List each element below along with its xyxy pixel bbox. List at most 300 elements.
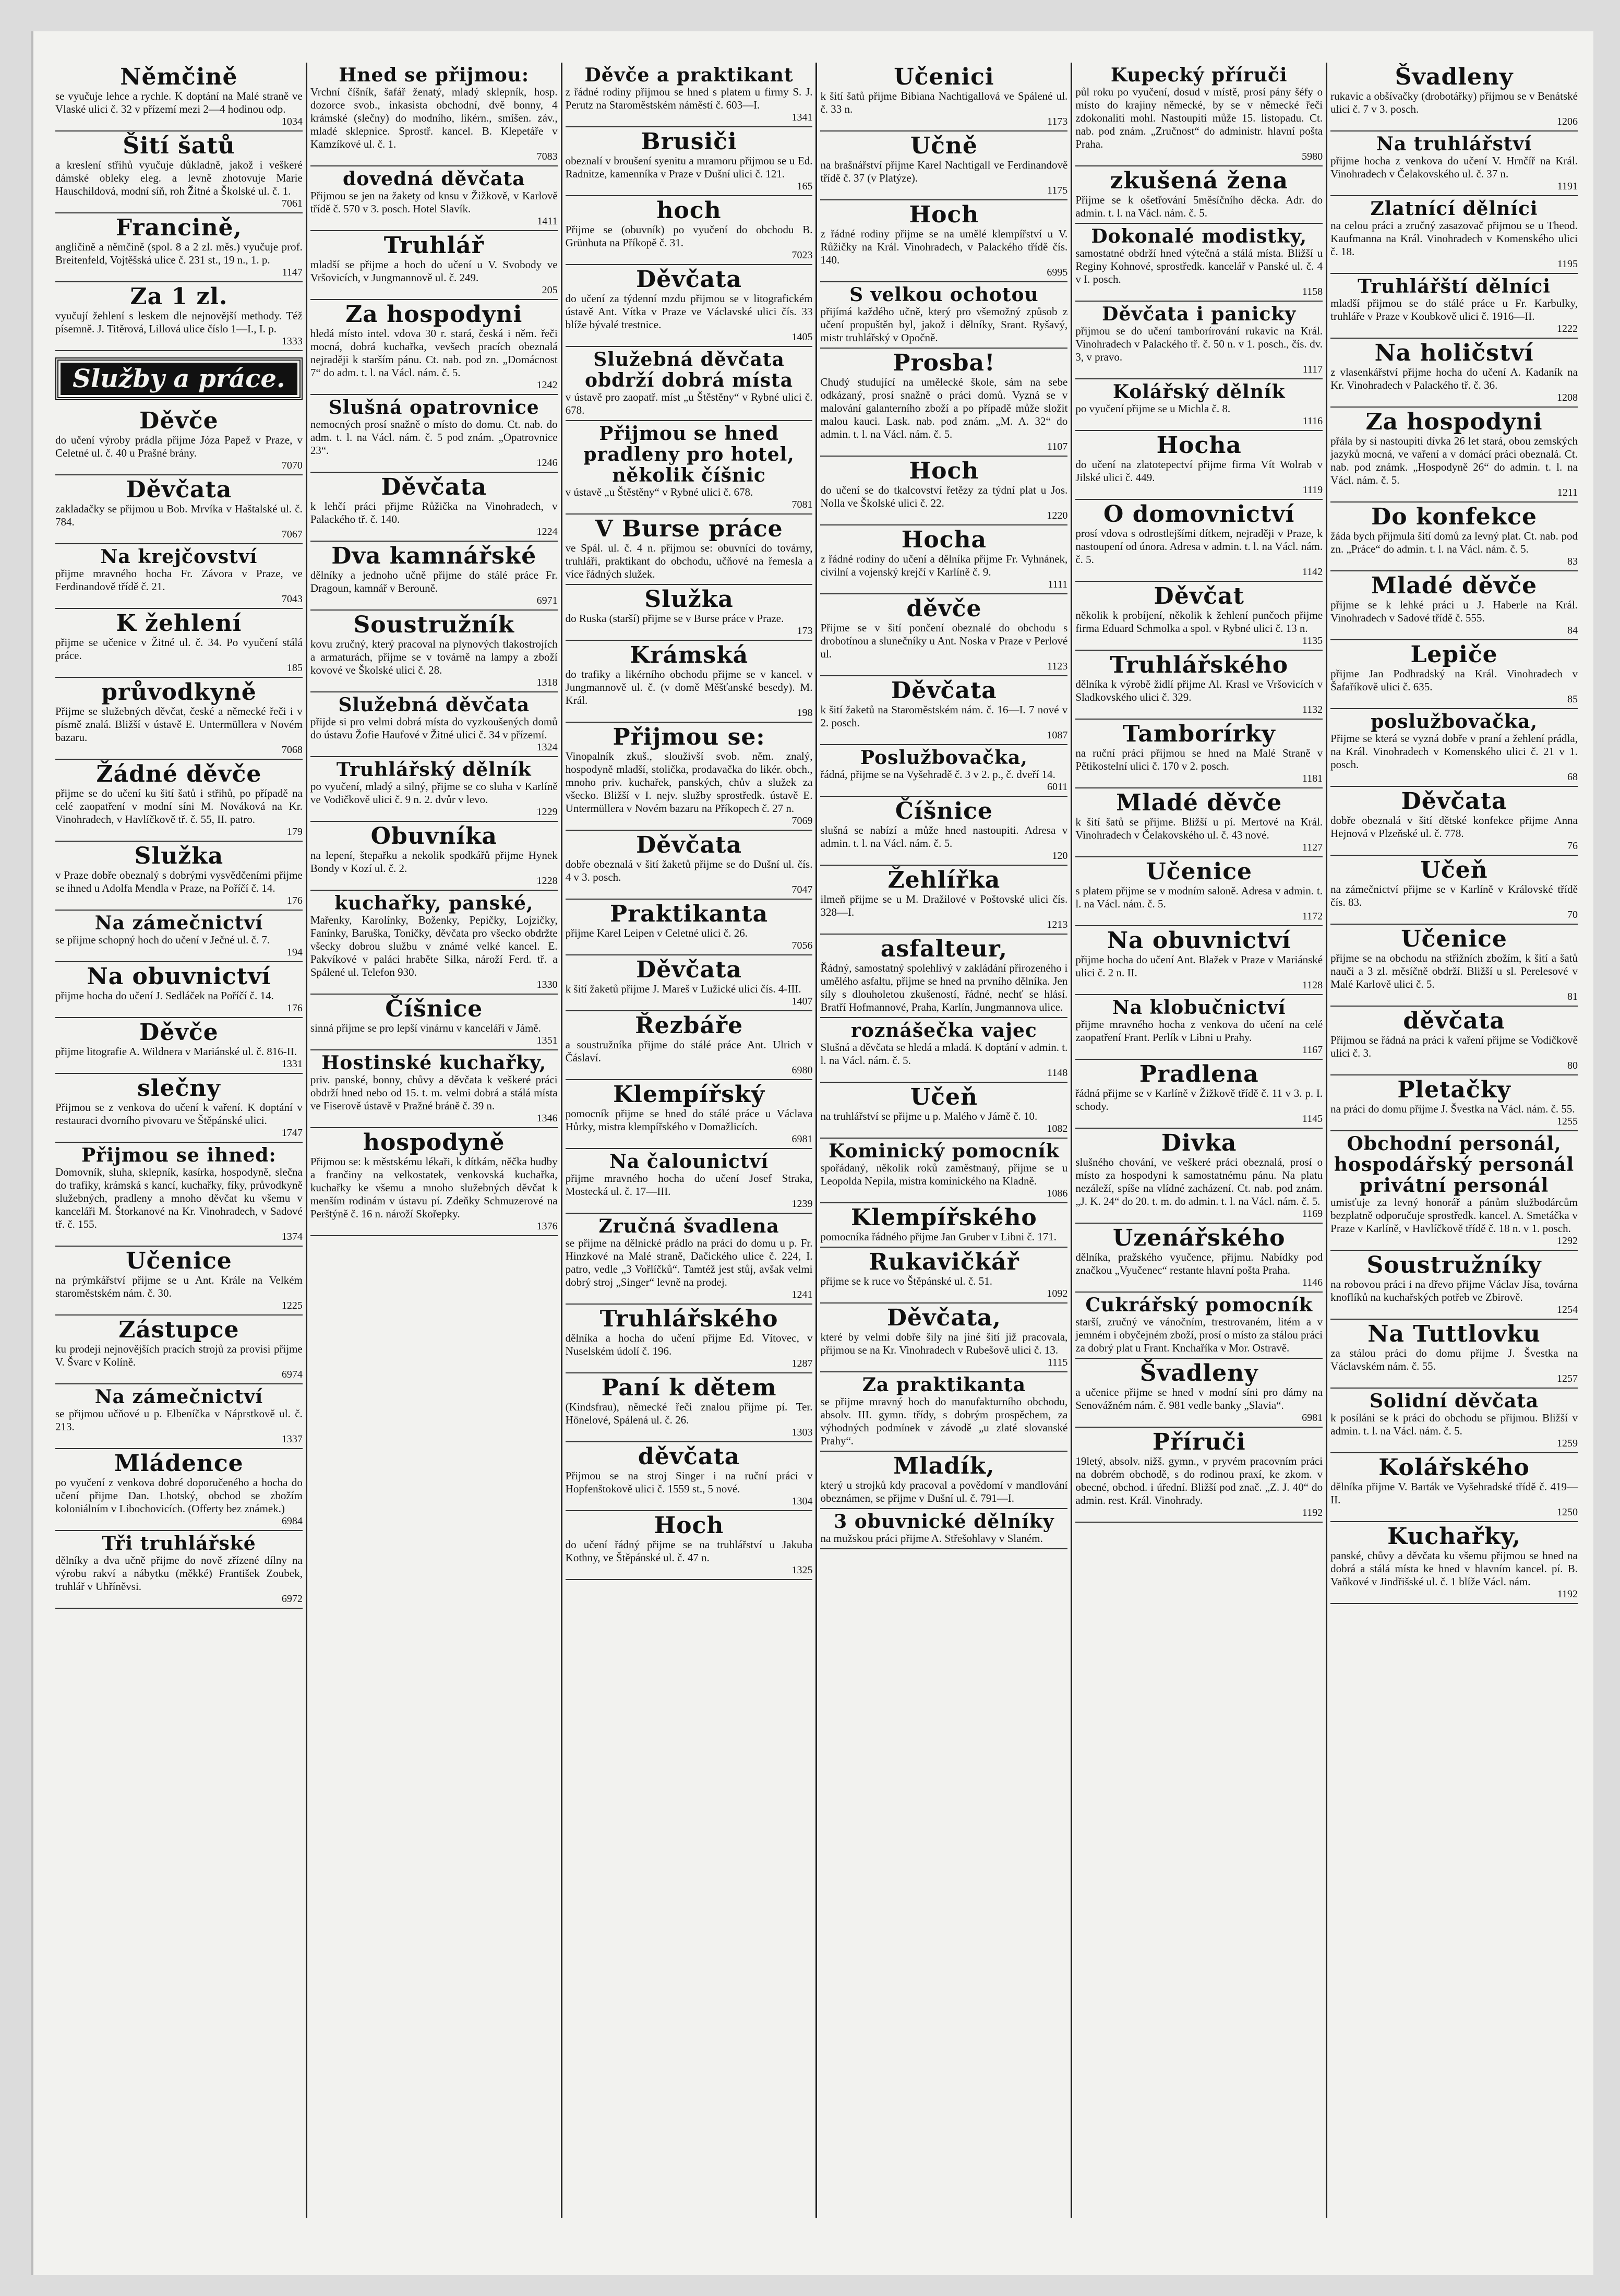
classified-ad [1330, 1453, 1578, 1522]
ad-number: 1191 [1557, 181, 1578, 192]
ad-heading: Rukavičkář [868, 1249, 1019, 1275]
classified-ad [566, 196, 813, 265]
ad-text: samostatné obdrží hned výtečná a stálá místa. Bližší u Reginy Kohnové, sprostředk. kancelář v Panské ul. č. 4 v I. posch. [1075, 247, 1323, 285]
ad-heading: Soustružníky [1366, 1252, 1542, 1278]
ad-heading: Hostinské kuchařky, [321, 1052, 547, 1074]
ad-number: 6011 [1047, 781, 1068, 793]
ad-text: na zámečnictví přijme se v Karlíně v Královské třídě čís. 83. [1330, 883, 1578, 908]
classified-ad [1330, 63, 1578, 131]
ad-number: 1303 [791, 1427, 813, 1438]
ad-number: 120 [1052, 850, 1068, 862]
ad-text: Přijme se v šití pončení obeznalé do obchodu s drobotínou a slunečníky u Ant. Noska v Praze v Perlové ul. [820, 621, 1068, 660]
classified-ad [310, 300, 558, 395]
classified-ad [1330, 1075, 1578, 1131]
ad-heading: Francině, [115, 214, 242, 241]
ad-text: priv. panské, bonny, chůvy a děvčata k veškeré práci obdrží hned nebo od 15. t. m. velmi dobrá a stálá místa ve Fiserově ústavě v Pražné bráně č. 39 n. [310, 1073, 558, 1112]
ad-number: 1376 [536, 1221, 558, 1232]
ad-text: pomocníka řádného přijme Jan Gruber v Libni č. 171. [820, 1230, 1057, 1243]
ad-number: 1407 [791, 996, 813, 1007]
ad-number: 6980 [791, 1065, 813, 1076]
ad-text: z řádné rodiny přijmou se hned s platem u firmy S. J. Perutz na Staroměstském náměstí č. 603—I. [565, 86, 813, 111]
ad-number: 1254 [1556, 1304, 1578, 1316]
ad-number: 1123 [1047, 661, 1068, 672]
ad-heading: Kuchařky, [1387, 1523, 1521, 1550]
ad-number: 7056 [791, 940, 813, 951]
ad-heading: Paní k dětem [601, 1374, 777, 1401]
classified-ad [55, 63, 303, 131]
ad-text: se přijme na dělnické prádlo na práci do domu u p. Fr. Hinzkové na Malé straně, Dačického ulice č. 224, I. patro, vedle „3 Vořlíčků“. Tamtéž jest stůj, avšak velmi dobrý stroj „Singer“ levně na prodej. [565, 1237, 813, 1288]
ad-heading: Truhlářského [1110, 652, 1289, 678]
ad-number: 1195 [1557, 258, 1578, 270]
ad-number: 1374 [281, 1231, 303, 1242]
ad-number: 1211 [1557, 487, 1578, 498]
ad-number: 1222 [1556, 323, 1578, 334]
ad-heading: Brusiči [641, 128, 737, 155]
ad-heading: Děvče [139, 408, 219, 434]
classified-ad [55, 1143, 303, 1247]
ad-heading: S velkou ochotou [849, 284, 1039, 306]
classified-ad [310, 611, 558, 692]
ad-number: 1333 [281, 336, 303, 347]
ad-heading: Číšnice [385, 996, 483, 1022]
ad-heading: Krámská [629, 642, 749, 668]
ad-text: do učení řádný přijme se na truhlářství u Jakuba Kothny, ve Štěpánské ul. č. 47 n. [565, 1538, 813, 1564]
classified-ad [55, 1247, 303, 1316]
ad-text: Přijmou se jen na žakety od knsu v Žižkově, v Karlově třídě č. 570 v 3. posch. Hotel Slavík. [310, 189, 558, 215]
ad-heading: Tamborírky [1122, 721, 1276, 747]
classified-ad [310, 1128, 558, 1236]
classified-ad [820, 349, 1067, 457]
ad-heading: Uzenářského [1112, 1225, 1286, 1251]
ad-heading: Děvčata [891, 677, 997, 704]
ad-text: se přijmou učňové u p. Elbeníčka v Náprstkově ul. č. 213. [55, 1407, 303, 1433]
ad-heading: Děvčata [1401, 788, 1507, 815]
ad-number: 1181 [1302, 773, 1323, 784]
ad-number: 176 [286, 895, 303, 906]
ad-heading: Mladé děvče [1116, 790, 1282, 816]
ad-text: Chudý studující na umělecké škole, sám na sebe odkázaný, prosí snažně o práci domů. Vyzná se v malování galanterního zboží a po případě může složit malou kauci. Lask. nab. pod znám. „M. A. 32“ do admin. t. l. na Václ. nám. č. 5. [820, 376, 1068, 440]
classified-ad [820, 1139, 1067, 1203]
classified-ad [1075, 379, 1323, 431]
classified-ad [55, 1449, 303, 1531]
ad-number: 1145 [1302, 1113, 1323, 1125]
ad-text: ku prodeji nejnovějších pracích strojů za provisi přijme V. Švarc v Kolíně. [55, 1343, 303, 1368]
ad-heading: Děvčata [381, 474, 487, 500]
ad-heading: Kolářského [1378, 1454, 1530, 1481]
ad-heading: K žehlení [116, 610, 242, 637]
ad-text: prosí vdova s odrostlejšími dítkem, nejraději v Praze, k nastoupení od února. Adresa v admin. t. l. na Václ. nám. č. 5. [1075, 527, 1323, 566]
classified-ad [55, 911, 303, 962]
ad-text: dělníka k výrobě židlí přijme Al. Krasl ve Vršovicích v Sladkovského ulici č. 329. [1075, 678, 1323, 703]
classified-ad [820, 200, 1067, 282]
ad-number: 205 [542, 284, 558, 296]
classified-ad [820, 1083, 1067, 1139]
ad-number: 165 [797, 181, 813, 192]
ad-text: hledá místo intel. vdova 30 r. stará, česká i něm. řeči mocná, dobrá kuchařka, vevšech pracích obeznalá nejraději k starším pánu. Ct. nab. pod zn. „Domácnost 7“ do adm. t. l. na Václ. nám. č. 5. [310, 327, 558, 379]
ad-text: na prýmkářství přijme se u Ant. Krále na Velkém staroměstském nám. č. 30. [55, 1274, 303, 1299]
ad-number: 68 [1567, 771, 1578, 783]
ad-heading: Slušná opatrovnice [328, 397, 539, 418]
ad-number: 1242 [536, 379, 558, 391]
classified-ad [1075, 720, 1323, 788]
classified-ad [820, 131, 1067, 200]
ad-text: mladší se přijme a hoch do učení u V. Svobody ve Vršovicích, v Jungmannově ul. č. 249. [310, 258, 558, 284]
classified-ad [310, 891, 558, 995]
ad-text: přijme mravného hocha z venkova do učení na celé zaopatření Frant. Perlík v Libni u Prahy. [1075, 1018, 1323, 1044]
ad-number: 7068 [281, 744, 303, 756]
ad-text: řádná, přijme se na Vyšehradě č. 3 v 2. p., č. dveří 14. [820, 768, 1055, 781]
ad-number: 1172 [1302, 911, 1323, 922]
ad-heading: Děvčat [1154, 583, 1244, 609]
ad-heading: Za hospodyni [1365, 409, 1543, 435]
classified-ad [55, 609, 303, 678]
ad-text: přijme Karel Leipen v Celetné ulici č. 26. [565, 927, 748, 939]
ad-number: 1115 [1047, 1357, 1068, 1368]
ad-number: 85 [1567, 693, 1578, 705]
ad-heading: Divka [1161, 1130, 1237, 1156]
ad-heading: děvčata [1403, 1008, 1505, 1034]
ad-heading: Na zámečnictví [94, 912, 263, 934]
classified-ad [310, 995, 558, 1050]
ad-text: Přijme se k ošetřování 5měsíčního děcka. Adr. do admin. t. l. na Václ. nám. č. 5. [1075, 194, 1323, 219]
ad-number: 83 [1567, 556, 1578, 567]
ad-heading: Kupecký příruči [1110, 64, 1288, 86]
classified-ad [1330, 408, 1578, 503]
ad-heading: asfalteur, [880, 936, 1007, 962]
ad-number: 198 [797, 707, 813, 719]
ad-heading: slečny [137, 1075, 221, 1102]
classified-ad [310, 395, 558, 473]
ad-text: po vyučení přijme se u Michla č. 8. [1075, 402, 1231, 415]
ad-heading: Služka [134, 843, 224, 869]
ad-text: Přijmou se na stroj Singer i na ruční práci v Hopfenštokově ulici č. 1559 st., 5 nové. [565, 1469, 813, 1495]
classified-ad [1075, 788, 1323, 857]
ad-text: k šití žaketů na Staroměstském nám. č. 16—I. 7 nové v 2. posch. [820, 703, 1068, 729]
ad-heading: Řezbáře [635, 1012, 743, 1039]
classified-columns [52, 63, 1581, 2218]
classified-ad [820, 457, 1067, 525]
ad-text: rukavic a obšívačky (drobotářky) přijmou se v Benátské ulici č. 7 v 3. posch. [1330, 90, 1578, 115]
ad-number: 1225 [281, 1300, 303, 1311]
ad-number: 5980 [1302, 151, 1323, 162]
ad-heading: Truhlářského [599, 1306, 778, 1332]
ad-number: 1116 [1302, 415, 1323, 427]
ad-number: 1405 [791, 331, 813, 343]
ad-text: vyučují žehlení s leskem dle nejnovější methody. Též písemně. J. Titěrová, Lillová ulice číslo 1—I., I. p. [55, 309, 303, 335]
classified-ad [1330, 787, 1578, 856]
ad-heading: Učenice [1401, 926, 1507, 952]
ad-heading: V Burse práce [595, 516, 783, 542]
ad-heading: Děvčata [636, 266, 742, 293]
classified-ad [820, 797, 1067, 866]
ad-number: 1351 [536, 1035, 558, 1046]
ad-number: 1146 [1302, 1277, 1323, 1288]
ad-heading: Za praktikanta [862, 1374, 1026, 1396]
ad-number: 1747 [281, 1127, 303, 1139]
ad-number: 1259 [1556, 1438, 1578, 1449]
ad-heading: hoch [656, 197, 722, 224]
ad-heading: Cukrářský pomocník [1085, 1294, 1313, 1316]
classified-ad [566, 127, 813, 196]
classified-ad [820, 1018, 1067, 1083]
classified-ad [55, 842, 303, 911]
classified-ad [1330, 1320, 1578, 1389]
classified-ad [310, 542, 558, 611]
classified-ad [566, 1080, 813, 1149]
ad-number: 179 [286, 826, 303, 838]
column-2 [307, 63, 562, 2218]
ad-heading: Zástupce [118, 1317, 239, 1343]
ad-number: 1192 [1557, 1588, 1578, 1600]
ad-text: (Kindsfrau), německé řeči znalou přijme pí. Ter. Hönelové, Spálená ul. č. 26. [565, 1401, 813, 1426]
classified-ad [820, 1304, 1067, 1372]
ad-text: se přijme schopný hoch do učení v Ječné ul. č. 7. [55, 934, 270, 946]
ad-text: nemocných prosí snažně o místo do domu. Ct. nab. do adm. t. l. na Václ. nám. č. 5 pod znám. „Opatrovnice 23“. [310, 418, 558, 457]
classified-ad [55, 962, 303, 1018]
classified-ad [310, 692, 558, 757]
ad-text: Mařenky, Karolínky, Boženky, Pepičky, Lojzičky, Fanínky, Baruška, Toničky, děvčata pro všecko obdržte všecky dobrou službu v známé velké kancel. E. Pakvíkové v paláci hraběte Silka, nároží Ferd. tř. a Spálené ul. Telefon 930. [310, 914, 558, 978]
ad-text: Přijme se služebných děvčat, české a německé řeči i v písmě znalá. Bližší v ústavě E. Untermüllera v Novém bazaru. [55, 705, 303, 744]
ad-heading: Švadleny [1395, 64, 1514, 90]
ad-text: po vyučení z venkova dobré doporučeného a hocha do učení přijme Dan. Lhotský, obchod se zbožím koloniálním v Libochovicích. (Offerty bez známek.) [55, 1476, 303, 1515]
ad-text: Přijme se která se vyzná dobře v praní a žehlení prádla, na Král. Vinohradech v Komenského ulici č. 21 v 1. posch. [1330, 732, 1578, 771]
ad-text: na mužskou práci přijme A. Střešohlavy v Slaném. [820, 1532, 1043, 1545]
ad-text: do učení za týdenní mzdu přijmou se v litografickém ústavě Ant. Vítka v Praze ve Václavské ulici čís. 33 blíže bývalé trestnice. [565, 292, 813, 331]
column-5 [1072, 63, 1327, 2218]
classified-ad [55, 678, 303, 760]
ad-text: starší, zručný ve vánočním, trestrovaném, litém a v jemném i obyčejném zboží, prosí o místo za stálou práci za dobrý plat u Frant. Knchaříka v Mor. Ostravě. [1075, 1316, 1323, 1354]
classified-ad [1330, 640, 1578, 709]
ad-heading: 3 obuvnické dělníky [834, 1511, 1054, 1533]
ad-number: 1127 [1302, 842, 1323, 853]
classified-ad [566, 421, 813, 515]
ad-heading: Truhlář [383, 232, 484, 259]
section-banner-title: Služby a práce. [61, 363, 297, 395]
ad-text: přijme se k ruce vo Štěpánské ul. č. 51. [820, 1275, 992, 1287]
ad-text: přijme se k lehké práci u J. Haberle na Král. Vinohradech v Sadové třídě č. 555. [1330, 599, 1578, 624]
ad-text: panské, chůvy a děvčata ku všemu přijmou se hned na dobrá a stálá místa ke hned v hlavním kancel. pí. B. Vaňkové v Jindřišské ul. č. 1 blíže Václ. nám. [1330, 1549, 1578, 1588]
classified-ad [55, 406, 303, 475]
classified-ad [1075, 995, 1323, 1060]
ad-heading: Na čalounictví [609, 1151, 769, 1173]
ad-heading: Tři truhlářské [102, 1533, 256, 1554]
ad-text: a soustružníka přijme do stálé práce Ant. Ulrich v Čáslaví. [565, 1038, 813, 1064]
classified-ad [1075, 651, 1323, 720]
classified-ad [820, 525, 1067, 594]
ad-number: 7081 [791, 499, 813, 510]
ad-number: 1107 [1047, 441, 1068, 452]
ad-heading: Zručná švadlena [598, 1215, 779, 1237]
ad-heading: Učeň [910, 1084, 978, 1110]
classified-ad [566, 723, 813, 831]
ad-text: dělníky a dva učně přijme do nově zřízené dílny na výrobu rakví a nábytku (měkké) František Zoubek, truhlář v Uhříněvsi. [55, 1554, 303, 1593]
ad-heading: Soustružník [353, 612, 515, 638]
ad-text: Přijme se (obuvník) po vyučení do obchodu B. Grünhuta na Příkopě č. 31. [565, 223, 813, 249]
classified-ad [566, 1214, 813, 1305]
classified-ad [1075, 857, 1323, 926]
ad-number: 1250 [1556, 1506, 1578, 1518]
ad-text: přijmou se do učení tamborírování rukavic na Král. Vinohradech v Palackého tř. č. 50 n. v 1. posch., čís. dv. 3, v pravo. [1075, 325, 1323, 363]
ad-text: dobře obeznalá v šití dětské konfekce přijme Anna Hejnová v Plzeňské ul. č. 778. [1330, 814, 1578, 840]
ad-heading: Učenice [126, 1248, 232, 1274]
classified-ad [1330, 856, 1578, 925]
ad-text: dělníky a jednoho učně přijme do stálé práce Fr. Dragoun, kamnář v Berouně. [310, 569, 558, 594]
classified-ad [1330, 503, 1578, 571]
ad-text: který u strojků kdy pracoval a povědomí v mandlování obeznámen, se přijme v Dušní ul. č. 791—I. [820, 1479, 1068, 1504]
classified-ad [310, 63, 558, 166]
ad-heading: Švadleny [1139, 1360, 1258, 1386]
ad-heading: kuchařky, panské, [334, 892, 534, 914]
ad-text: dobře obeznalá v šití žaketů přijme se do Dušní ul. čís. 4 v 3. posch. [565, 858, 813, 883]
classified-ad [566, 1149, 813, 1214]
classified-ad [55, 475, 303, 544]
ad-heading: Němčině [120, 64, 238, 90]
ad-heading: roznášečka vajec [850, 1020, 1037, 1042]
classified-ad [55, 544, 303, 609]
ad-number: 7023 [791, 249, 813, 261]
ad-number: 1331 [281, 1058, 303, 1070]
ad-number: 1117 [1302, 364, 1323, 375]
classified-ad [820, 745, 1067, 797]
classified-ad [1075, 1129, 1323, 1224]
classified-ad [566, 1305, 813, 1373]
classified-ad [566, 900, 813, 955]
ad-text: na robovou práci i na dřevo přijme Václav Jísa, továrna knoflíků na kuchařských potřeb ve Zbirově. [1330, 1278, 1578, 1304]
ad-number: 6984 [281, 1515, 303, 1527]
ad-number: 1087 [1047, 730, 1068, 741]
ad-heading: Číšnice [895, 798, 993, 824]
ad-heading: Hned se přijmou: [339, 64, 530, 86]
ad-text: přijme Jan Podhradský na Král. Vinohradech v Šafaříkově ulici č. 635. [1330, 667, 1578, 693]
classified-ad [1330, 196, 1578, 274]
classified-ad [310, 231, 558, 300]
ad-text: a kreslení střihů vyučuje důkladně, jakož i veškeré dámské obleky eleg. a levně zhotovuje Marie Hauschildová, modní síň, roh Žitné a Školské ul. č. 1. [55, 159, 303, 197]
classified-ad [310, 473, 558, 542]
ad-number: 176 [286, 1002, 303, 1014]
ad-heading: Lepiče [1410, 641, 1498, 668]
ad-heading: Hoch [654, 1512, 724, 1539]
ad-heading: Klempířského [851, 1204, 1037, 1231]
classified-ad [820, 1452, 1067, 1509]
ad-heading: Žehlířka [887, 867, 1001, 893]
ad-number: 1135 [1302, 635, 1323, 647]
ad-heading: Pradlena [1139, 1061, 1259, 1087]
classified-ad [820, 1203, 1067, 1248]
classified-ad [1075, 1359, 1323, 1428]
ad-text: Přijmou se: k městskému lékaři, k dítkám, něčka hudby a frančiny na velkostatek, venkovská kuchařka, kuchařky ke všemu a mnoho služebných děvčat k menším rodinám v ústavu pí. Zdeňky Schmuzerové na Perštýně č. 16 n. nároží Skořepky. [310, 1155, 558, 1220]
ad-number: 1086 [1047, 1188, 1068, 1199]
ad-text: přijímá každého učně, který pro všemožný způsob z učení propuštěn byl, jakož i dělníky, Srant. Ryšavý, mistr truhlářský v Opočně. [820, 305, 1068, 344]
ad-text: do učení se do tkalcovství řetězy za týdní plat u Jos. Nolla ve Školské ulici č. 22. [820, 484, 1068, 509]
ad-heading: průvodkyně [101, 679, 257, 705]
ad-text: dělníka, pražského vyučence, přijmu. Nabídky pod značkou „Vyučenec“ restante hlavní pošta Praha. [1075, 1251, 1323, 1276]
classified-ad [566, 1442, 813, 1511]
classified-ad [1330, 339, 1578, 408]
classified-ad [820, 1509, 1067, 1549]
ad-heading: O domovnictví [1103, 501, 1295, 528]
ad-heading: Hoch [909, 201, 979, 228]
ad-heading: Mladík, [893, 1453, 995, 1479]
ad-number: 194 [286, 947, 303, 958]
ad-number: 7069 [791, 815, 813, 827]
ad-heading: děvče [906, 595, 982, 622]
ad-text: ve Spál. ul. č. 4 n. přijmou se: obuvníci do továrny, truhláři, praktikant do obchodu, učňové na řemesla a více řádných služek. [565, 542, 813, 580]
ad-text: umisťuje za levný honorář a pánům službodárcům bezplatně odporučuje sprostředk. kancel. A. Smetáčka v Praze v Karlíně, v Havlíčkově třídě č. 18 n. v 1. posch. [1330, 1196, 1578, 1235]
ad-number: 7067 [281, 529, 303, 540]
classified-ad [1075, 1224, 1323, 1293]
ad-heading: Zlatnící dělníci [1370, 198, 1538, 220]
ad-heading: Na truhlářství [1376, 133, 1532, 155]
ad-heading: děvčata [638, 1443, 740, 1470]
ad-text: 19letý, absolv. nižš. gymn., v pryvém pracovním práci na dobrém obchodě, s do rodinou praxí, ke zkom. v obecné, obchod. i úřední. Bližší pod znač. „Z. J. 40“ do admin. rest. Král. Vinohrady. [1075, 1455, 1323, 1506]
ad-number: 1304 [791, 1496, 813, 1507]
ad-text: na ruční práci přijmou se hned na Malé Straně v Pětikostelní ulici č. 170 v 2. posch. [1075, 747, 1323, 772]
ad-heading: zkušená žena [1110, 168, 1288, 194]
ad-heading: poslužbovačka, [1371, 711, 1538, 733]
ad-text: v ústavě „u Štěstěny“ v Rybné ulici č. 678. [565, 486, 753, 498]
ad-text: pomocník přijme se hned do stálé práce u Václava Hůrky, mistra klempířského v Domažlicích. [565, 1107, 813, 1133]
ad-number: 1239 [791, 1198, 813, 1210]
ad-heading: Na holičství [1374, 340, 1534, 366]
classified-ad [1330, 131, 1578, 196]
ad-number: 1337 [281, 1433, 303, 1445]
ad-heading: Za 1 zl. [130, 283, 228, 310]
ad-text: v ústavě pro zaopatř. míst „u Štěstěny“ v Rybné ulici č. 678. [565, 391, 813, 416]
ad-number: 1346 [536, 1113, 558, 1124]
ad-number: 80 [1567, 1060, 1578, 1071]
classified-ad [566, 1511, 813, 1580]
ad-heading: Truhlářský dělník [336, 759, 532, 781]
ad-text: přijme mravného hocha Fr. Závora v Praze, ve Ferdinandově třídě č. 21. [55, 567, 303, 593]
ad-number: 1318 [536, 677, 558, 688]
ad-text: přijme hocha do učení J. Sedláček na Poříčí č. 14. [55, 989, 274, 1002]
classified-ad [1075, 1293, 1323, 1359]
classified-ad [1330, 1389, 1578, 1453]
ad-heading: Příruči [1152, 1429, 1246, 1455]
classified-ad [820, 676, 1067, 745]
ad-text: přijme se na obchodu na střižních zbožím, k šití a šatů nauči a 3 zl. měsíčně obdrží. Bližší u sl. Perelesové v Malé Karlově ulici č. 5. [1330, 952, 1578, 990]
ad-heading: Děvčata [636, 832, 742, 858]
ad-text: půl roku po vyučení, dosud v místě, prosí pány šéfy o místo do krajiny německé, by se v německé řeči zdokonaliti mohl. Nastoupiti může 15. listopadu. Ct. nab. pod znám. „Zručnost“ do administr. hlavní pošta Praha. [1075, 86, 1323, 150]
ad-text: mladší přijmou se do stálé práce u Fr. Karbulky, truhláře v Praze v Koubkově ulici č. 1916—II. [1330, 297, 1578, 322]
ad-number: 1034 [281, 116, 303, 127]
ad-text: v Praze dobře obeznalý s dobrými vysvědčeními přijme se ihned u Adolfa Mendla v Praze, na Poříčí č. 14. [55, 869, 303, 894]
ad-number: 1241 [791, 1289, 813, 1300]
classified-ad [310, 822, 558, 891]
classified-ad [820, 282, 1067, 349]
ad-heading: Přijmou se hned pradleny pro hotel, několik číšnic [583, 423, 795, 486]
ad-heading: hospodyně [363, 1129, 505, 1156]
ad-text: zakladačky se přijmou u Bob. Mrvíka v Haštalské ul. č. 784. [55, 503, 303, 528]
ad-text: spořádaný, několik roků zaměstnaný, přijme se u Leopolda Nepila, mistra kominického na Kladně. [820, 1162, 1068, 1187]
ad-heading: Dva kamnářské [331, 543, 537, 569]
column-4 [817, 63, 1072, 2218]
ad-number: 70 [1567, 909, 1578, 920]
classified-ad [55, 1531, 303, 1609]
ad-heading: Na obuvnictví [1107, 927, 1291, 954]
ad-heading: Přijmou se: [613, 724, 765, 750]
classified-ad [566, 1011, 813, 1080]
ad-text: po vyučení, mladý a silný, přijme se co sluha v Karlíně ve Vodičkově ulici č. 9 n. 2. dvůr v levo. [310, 780, 558, 806]
classified-ad [55, 760, 303, 842]
column-6 [1327, 63, 1581, 2218]
classified-ad [1330, 1522, 1578, 1604]
classified-ad [1330, 571, 1578, 640]
ad-text: slušná se nabízí a může hned nastoupiti. Adresa v admin. t. l. na Václ. nám. č. 5. [820, 824, 1068, 850]
ad-number: 1192 [1302, 1507, 1323, 1518]
ad-text: angličině a němčině (spol. 8 a 2 zl. měs.) vyučuje prof. Breitenfeld, Vojtěšská ulice č. 231 st., 19 n., 1. p. [55, 241, 303, 266]
ad-heading: Přijmou se ihned: [81, 1144, 277, 1166]
